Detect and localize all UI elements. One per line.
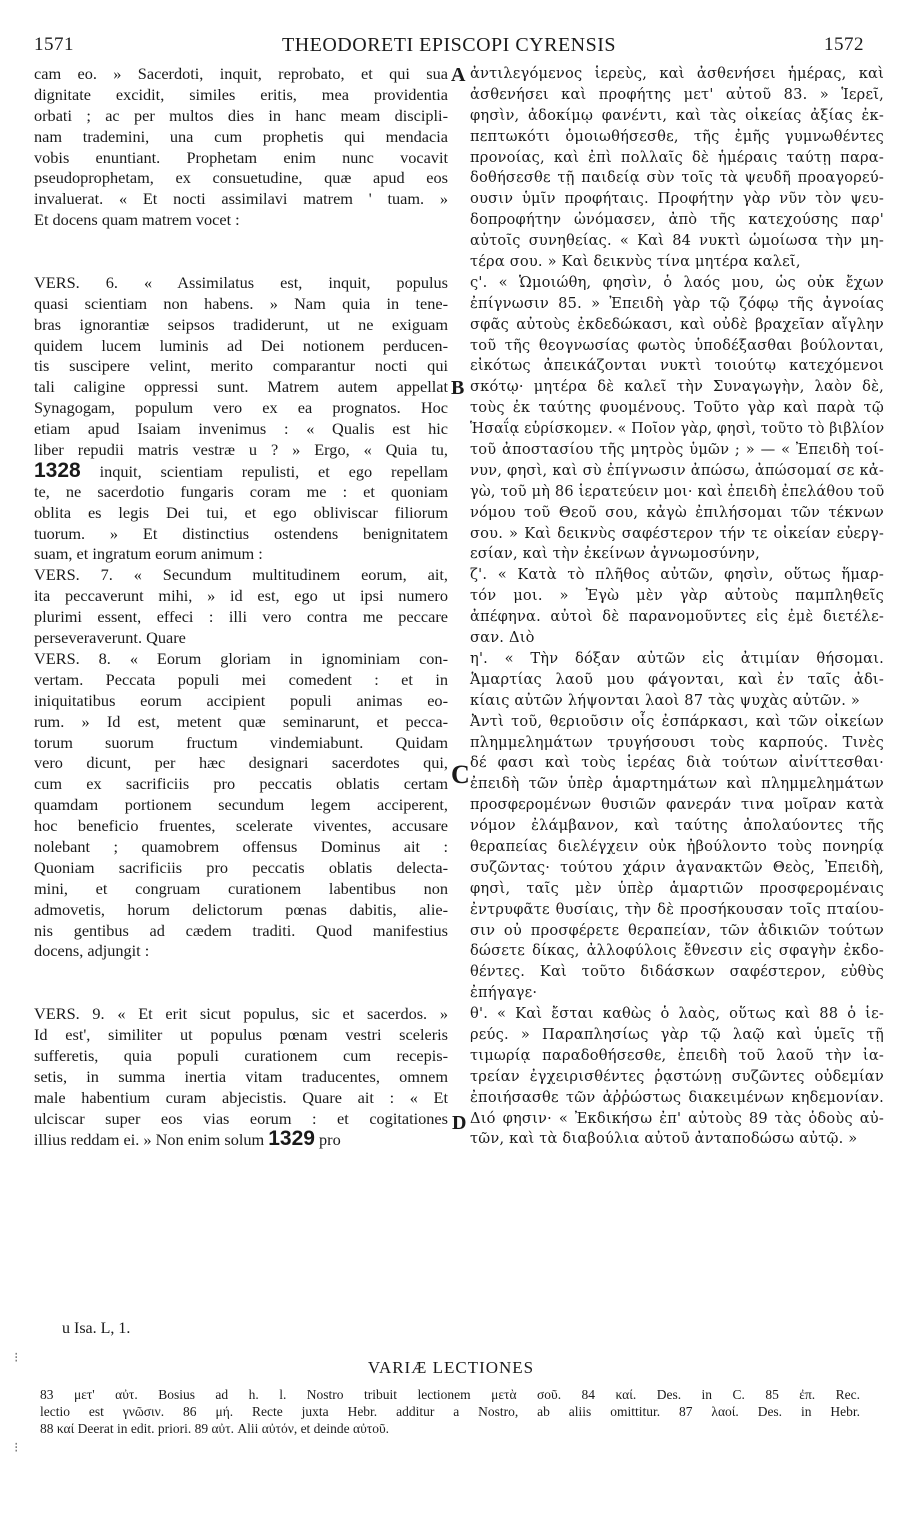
latin-text-line: liber repudii matris vestræ u ? » Ergo, « Quia tu, (34, 440, 448, 460)
latin-text-line: etiam apud Isaiam invenimus : « Qualis est hic (34, 419, 448, 439)
latin-text-line: quasi scientiam non habens. » Nam quia in tene- (34, 293, 448, 313)
latin-text-line: invaluerat. « Et nocti assimilavi matrem ' tuam. » (34, 189, 448, 209)
greek-text-line: σαν. Διὸ (470, 629, 535, 647)
latin-text-line: plurimi essent, effeci : illi vero contra me peccare (34, 607, 448, 627)
greek-text-line: συζῶντας· τούτου χάριν ἀγανακτῶν Θεὸς, Ἐπειδὴ, (470, 858, 884, 876)
greek-text-line: τόν μοι. » Ἐγὼ μὲν γὰρ αὐτοὺς παμπληθεῖς (470, 587, 884, 605)
greek-text-line: ἀσθενήσει καὶ προφήτης μετ' αὐτοῦ 83. » Ἱερεῖ, (470, 85, 884, 103)
latin-text-line: torum suorum fructum vindemiabunt. Quidam (34, 732, 448, 752)
latin-text-line (34, 962, 448, 983)
greek-text-line: ρεύς. » Παραπλησίως γὰρ τῷ λαῷ καὶ ὑμεῖς τῇ (470, 1025, 884, 1043)
latin-text-line (34, 983, 448, 1004)
latin-text-line: VERS. 9. « Et erit sicut populus, sic et sacerdos. » (34, 1004, 448, 1024)
greek-text-line: ἐπίγνωσιν 85. » Ἐπειδὴ γὰρ τῷ ζόφῳ τῆς ἀγνοίας (470, 294, 884, 312)
latin-text-line: tuorum. » Et distinctius ostendens benignitatem (34, 523, 448, 543)
greek-text-line: ἐπήγαγε· (470, 984, 538, 1002)
greek-text-line: σφᾶς αὐτοὺς ἐκδεδώκασι, καὶ οὐδὲ βραχεῖαν αἴγλην (470, 315, 884, 333)
greek-text-line: πεπτωκότι ὁμοιωθήσεσθε, τῆς ἐμῆς γυμνωθέντες (470, 127, 884, 145)
greek-text-line: ουσιν ὑμῖν προφήταις. Προφήτην γὰρ νῦν τὸν ψευ- (470, 190, 884, 208)
greek-text-line: προνοίας, καὶ ἐπὶ πολλαῖς δὲ ἡμέραις ταύτῃ παρα- (470, 148, 884, 166)
greek-text-line: νυν, φησὶ, καὶ σὺ ἐπίγνωσιν ἀπώσω, ἀπώσομαί σε κἀ- (470, 461, 884, 479)
latin-text-line: vobis enuntiant. Prophetam enim nunc vocavit (34, 147, 448, 167)
latin-text-line: nis gentibus ad cædem traditi. Quod manifestius (34, 920, 448, 940)
latin-text-line: hoc beneficio fruentes, scelerate viventes, accusare (34, 816, 448, 836)
margin-letter-c: C (451, 760, 470, 789)
latin-text-line: VERS. 6. « Assimilatus est, inquit, populus (34, 272, 448, 292)
variant-reading-line: lectio est γνῶσιν. 86 μή. Recte juxta Hebr. additur a Nostro, ab aliis omittitur. 87 λαοί. Des. in Hebr. (40, 1404, 860, 1419)
latin-text-line: tali caligine oppressi sunt. Matrem autem appellat (34, 377, 448, 397)
greek-text-line: δοθήσεσθε τῇ παιδείᾳ σὺν τοῖς τὰ ψευδῆ προαγορεύ- (470, 169, 884, 187)
latin-text-line: quidem lucem luminis ad Dei notionem perducen- (34, 335, 448, 355)
greek-text-line: γὼ, τοῦ μὴ 86 ἱερατεύειν μοι· καὶ ἐπειδὴ ἐπελάθου τοῦ (470, 482, 885, 500)
greek-column (470, 64, 884, 1150)
greek-text-line: ἐντρυφᾶτε θυσίαις, τὴν δὲ προσήκουσαν τοῖς πταίου- (470, 900, 884, 918)
margin-letter-b: B (451, 377, 465, 399)
greek-text-line: τιμωρίᾳ παραδοθήσεσθε, ἐπειδὴ τοῦ λαοῦ τὴν ἰα- (470, 1046, 884, 1064)
greek-text-line: τοῦ τῆς θεογνωσίας φωτὸς ὑποδέξασθαι βούλονται, (470, 336, 884, 354)
latin-text-line: nolebant ; quamobrem offensus Dominus ait : (34, 836, 448, 856)
latin-text-line: nam trademini, una cum prophetis qui mendacia (34, 126, 448, 146)
page-header (34, 34, 864, 64)
greek-text-line: δέ φασι καὶ τοὺς ἱερέας διὰ τούτων αἰνίττεσθαι· (470, 754, 884, 772)
greek-text-line: Διό φησιν· « Ἐκδικήσω ἐπ' αὐτοὺς 89 τὰς ὁδοὺς αὐ- (470, 1109, 884, 1127)
greek-text-line: κίαις αὐτῶν λήψονται λαοὶ 87 τὰς ψυχὰς αὐτῶν. » (470, 691, 861, 709)
greek-text-line: πλημμελημάτων τρυγήσουσι τοὺς καρπούς. Τινὲς (470, 733, 884, 751)
latin-text-line: ulciscar super eos vias eorum : et cogitationes (34, 1108, 448, 1128)
greek-text-line: Ἁμαρτίας λαοῦ μου φάγονται, καὶ ἐν ταῖς ἀδι- (470, 670, 884, 688)
greek-text-line: προσφερομένων θυσιῶν φανεράν τινα μοῖραν κατὰ (470, 796, 884, 814)
latin-text-line (34, 252, 448, 273)
variae-lectiones-title: VARIÆ LECTIONES (367, 1358, 535, 1377)
latin-text-line: tis suscipere velint, merito comparantur nocti qui (34, 356, 448, 376)
greek-text-line: τέρα σου. » Καὶ δεικνὺς τίνα μητέρα καλεῖ, (470, 253, 801, 271)
latin-text-line: pseudoprophetam, ex consuetudine, quæ apud eos (34, 168, 448, 188)
latin-text-line: Quoniam sacrificiis pro peccatis oblatis delecta- (34, 857, 448, 877)
margin-letter-a: A (451, 64, 466, 86)
margin-mark: ⁝ (14, 1441, 19, 1456)
greek-text-line: αὐτοῖς συνηθείας. « Καὶ 84 νυκτὶ ὡμοίωσα τὴν μη- (470, 232, 884, 250)
latin-column (34, 64, 448, 1150)
latin-text-line: cam eo. » Sacerdoti, inquit, reprobato, et qui sua (34, 64, 448, 83)
latin-text-line: Id est', similiter ut populus pœnam vestri sceleris (34, 1024, 448, 1044)
greek-text-line: Ἀντὶ τοῦ, θεριοῦσιν οἷς ἐσπάρκασι, καὶ τῶν οἰκείων (470, 712, 884, 730)
greek-text-line: φησὶ, ταῖς μὲν ὑπὲρ ἁμαρτιῶν προσφερομέναις (470, 879, 884, 897)
greek-text-line: θ'. « Καὶ ἔσται καθὼς ὁ λαὸς, οὕτως καὶ 88 ὁ ἱε- (470, 1005, 884, 1023)
greek-text-line: τοὺς ἐκ ταύτης φυομένους. Τοῦτο γὰρ καὶ παρὰ τῷ (470, 399, 884, 417)
greek-text-line: ἀντιλεγόμενος ἱερεὺς, καὶ ἀσθενήσει ἡμέρας, καὶ (470, 65, 884, 82)
greek-text-line: θέντες. Καὶ τοῦτο διδάσκων σαφέστερον, εὐθὺς (470, 963, 884, 981)
greek-text-line: σκότῳ· μητέρα δὲ καλεῖ τὴν Συναγωγὴν, λαὸν δὲ, (470, 378, 884, 396)
latin-text-line: Synagogam, populum vero ex ea prognatos. Hoc (34, 398, 448, 418)
greek-text-line: δοπροφήτην ὠνόμασεν, ἀπὸ τῆς κατεχούσης παρ' (470, 211, 884, 229)
greek-text-line: τῶν, καὶ τὰ διαβούλια αὐτοῦ ἀνταποδώσω αὐτῷ. » (470, 1130, 858, 1148)
column-number: 1328 (34, 458, 81, 482)
latin-text-line: bras ignorantiæ seipsos tradiderunt, ut ne exiguam (34, 314, 448, 334)
greek-text-line: ἐπειδὴ τῶν ὑπὲρ ἁμαρτημάτων καὶ πλημμελημάτων (470, 775, 884, 793)
greek-text-line: ἀπέφηνα. αὐτοὶ δὲ παρανομοῦντες εἰς ἐμὲ διετέλε- (470, 608, 884, 626)
greek-text-line: Ἡσαΐᾳ εὑρίσκομεν. « Ποῖον γὰρ, φησὶ, τοῦτο τὸ βιβλίον (470, 420, 885, 438)
margin-mark: ⁝ (14, 1351, 19, 1366)
latin-text-line: iniquitatibus eorum accipient populi animas eo- (34, 690, 448, 710)
greek-text-line: θεραπείας διελέγχειν οὐκ ἠβούλοντο τοὺς πονηρίᾳ (470, 837, 884, 855)
greek-text-line: ἐποιήσασθε τῶν ἀῤῥώστως διακειμένων κηδεμονίαν. (470, 1088, 884, 1106)
latin-text-line: quamdam portionem secundum legem acciperent, (34, 795, 448, 815)
right-page-number: 1572 (824, 34, 864, 55)
latin-text-line (34, 231, 448, 252)
latin-text-line: te, ne sacerdotio fungaris coram me : et quoniam (34, 481, 448, 501)
greek-text-line: σιν οὐ προσφέρετε θεραπείαν, τῶν ἀδικιῶν τούτων (470, 921, 884, 939)
latin-text-line: Et docens quam matrem vocet : (34, 210, 240, 230)
greek-text-line: νόμου τοῦ Θεοῦ σου, κἀγὼ ἐπιλήσομαι τῶν τέκνων (470, 503, 884, 521)
variant-reading-line: 83 μετ' αὐτ. Bosius ad h. l. Nostro tribuit lectionem μετὰ σοῦ. 84 καί. Des. in C. 85 ἐπ. Rec. (40, 1387, 860, 1402)
latin-text-line: VERS. 8. « Eorum gloriam in ignominiam con- (34, 648, 448, 668)
greek-text-line: τρείαν ἐγχειρισθέντες ῥᾳστώνῃ συζῶντες οὐδεμίαν (470, 1067, 884, 1085)
latin-text-line: sufferetis, quia populi curationem cum recepis- (34, 1045, 448, 1065)
greek-text-line: φησὶν, ἀδοκίμῳ φανέντι, καὶ τὰς οἰκείας ἀξίας ἐκ- (470, 106, 884, 124)
latin-text-line: docens, adjungit : (34, 941, 150, 961)
variant-reading-line: 88 καί Deerat in edit. priori. 89 αὐτ. Alii αὐτόν, et deinde αὐτοῦ. (40, 1421, 390, 1436)
greek-text-line: ζ'. « Κατὰ τὸ πλῆθος αὐτῶν, φησὶν, οὕτως ἥμαρ- (470, 566, 884, 584)
left-page-number: 1571 (34, 34, 74, 55)
latin-text-line: vero dicunt, per hæc designari sacerdotes qui, (34, 753, 448, 773)
latin-text-line: setis, in summa inertia vitam traducentes, omnem (34, 1066, 448, 1086)
latin-text-line: mini, et congruam curationem labentibus non (34, 878, 448, 898)
latin-text-line: oblita es legis Dei tui, et ego obliviscar filiorum (34, 502, 448, 522)
latin-text-line: ita peccaverunt mihi, » id est, ego ut ipsi numero (34, 586, 448, 606)
latin-text-line: orbati ; ac per multos dies in hanc meam discipli- (34, 105, 448, 125)
greek-text-line: σου. » Καὶ δεικνὺς σαφέστερον τήν τε οἰκείαν εὐεργ- (470, 524, 884, 542)
latin-text-line: VERS. 7. « Secundum multitudinem eorum, ait, (34, 565, 448, 585)
greek-text-line: εσίαν, καὶ τὴν ἐκείνων ἀγνωμοσύνην, (470, 545, 761, 563)
latin-text-line: dignitate excidit, similes eritis, mea providentia (34, 84, 448, 104)
greek-text-line: ς'. « Ὡμοιώθη, φησὶν, ὁ λαός μου, ὡς οὐκ ἔχων (470, 273, 884, 291)
latin-text-line: suam, et ingratum eorum animum : (34, 544, 263, 564)
greek-text-line: η'. « Τὴν δόξαν αὐτῶν εἰς ἀτιμίαν θήσομαι. (470, 649, 884, 667)
variae-lectiones-body (40, 1386, 860, 1437)
latin-text-line: cum ex sacrificiis pro peccatis oblatis certam (34, 774, 448, 794)
greek-text-line: εἰκότως ἀπεικάζονται νυκτὶ τοιούτῳ κατεχόμενοι (470, 357, 884, 375)
latin-text-line: perseveraverunt. Quare (34, 628, 186, 648)
greek-text-line: νόμον ἐλάμβανον, καὶ ταύτης ἀπολαύοντες τῆς (470, 817, 884, 835)
latin-text-line: rum. » Id est, metent quæ seminarunt, et pecca- (34, 711, 448, 731)
latin-text-line: vertam. Peccata populi mei comedent : et in (34, 669, 448, 689)
latin-text-line: admovetis, horum delictorum pœnas dabitis, alie- (34, 899, 448, 919)
margin-letter-d: D (452, 1112, 467, 1134)
running-title: THEODORETI EPISCOPI CYRENSIS (281, 34, 617, 56)
greek-text-line: τοῦ ἀποστασίου τῆς μητρὸς ὑμῶν ; » — « Ἐπειδὴ τοί- (470, 441, 884, 459)
latin-text-line: 1328 inquit, scientiam repulisti, et ego repellam (34, 458, 448, 482)
greek-text-line: δώσετε δίκας, ἀλλοφύλοις ἔθνεσιν εἰς σφαγὴν ἐκδο- (470, 942, 884, 960)
latin-text-line: male habentium curam abjecistis. Quare ait : « Et (34, 1087, 448, 1107)
footnote: u Isa. L, 1. (62, 1320, 131, 1337)
latin-text-line: illius reddam ei. » Non enim solum 1329 pro (34, 1127, 341, 1151)
column-number: 1329 (268, 1127, 315, 1151)
